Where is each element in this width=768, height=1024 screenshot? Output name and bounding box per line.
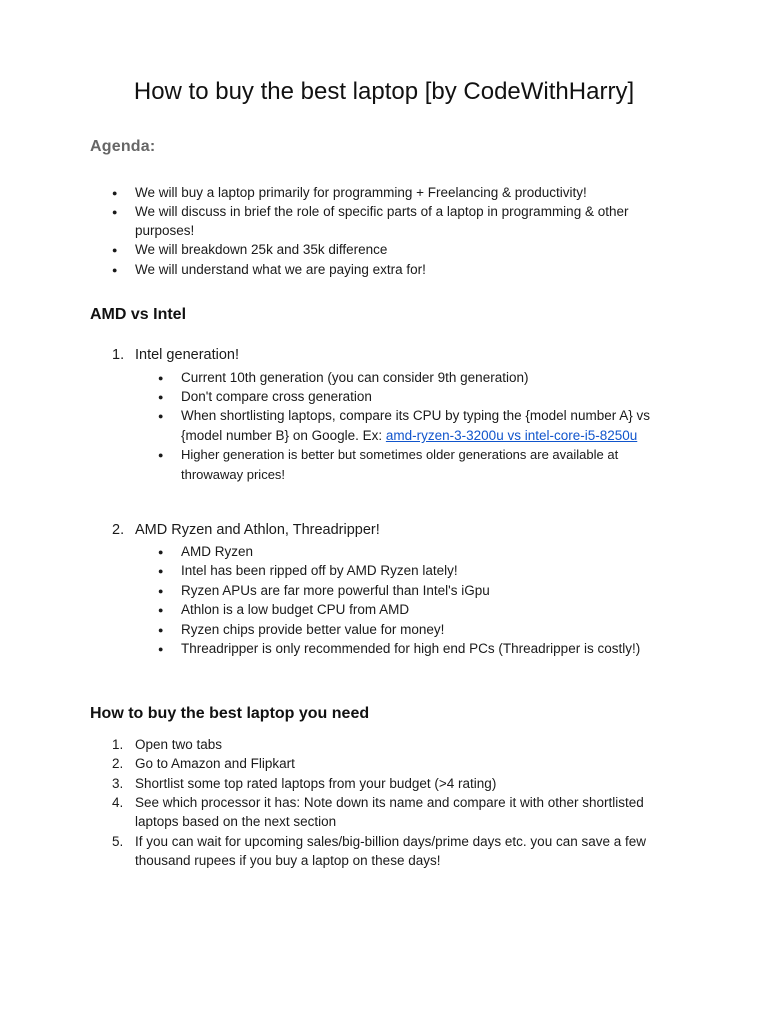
intel-item: When shortlisting laptops, compare its CPU by typing the {model number A} vs	[181, 408, 650, 423]
step-text: thousand rupees if you buy a laptop on these days!	[135, 853, 441, 868]
intel-item: Higher generation is better but sometimes older generations are available at	[181, 447, 619, 462]
bullet-icon: ●	[112, 207, 118, 217]
amd-item: Ryzen APUs are far more powerful than Intel's iGpu	[181, 583, 490, 598]
bullet-icon: ●	[112, 188, 118, 198]
bullet-icon: ●	[158, 625, 164, 635]
agenda-item: We will breakdown 25k and 35k difference	[135, 242, 388, 257]
cpu-compare-link[interactable]: amd-ryzen-3-3200u vs intel-core-i5-8250u	[385, 428, 638, 443]
bullet-icon: ●	[158, 586, 164, 596]
bullet-icon: ●	[158, 392, 164, 402]
intel-item: Don't compare cross generation	[181, 389, 372, 404]
bullet-icon: ●	[158, 566, 164, 576]
amd-item: AMD Ryzen	[181, 544, 254, 559]
amd-item: Intel has been ripped off by AMD Ryzen lately!	[181, 563, 458, 578]
step-number: 1.	[112, 737, 124, 752]
bullet-icon: ●	[158, 373, 164, 383]
bullet-icon: ●	[158, 644, 164, 654]
step-number: 2.	[112, 756, 124, 771]
section-title: AMD Ryzen and Athlon, Threadripper!	[135, 522, 380, 538]
agenda-item: We will understand what we are paying extra for!	[135, 262, 426, 277]
bullet-icon: ●	[112, 245, 118, 255]
intel-item-text: {model number B} on Google. Ex:	[181, 428, 383, 443]
step-text: Open two tabs	[135, 737, 223, 752]
step-text: Go to Amazon and Flipkart	[135, 756, 295, 771]
step-text: See which processor it has: Note down its name and compare it with other shortlisted	[135, 795, 644, 810]
intel-item: throwaway prices!	[181, 467, 286, 482]
step-number: 4.	[112, 795, 124, 810]
step-number: 3.	[112, 776, 124, 791]
amd-vs-intel-heading: AMD vs Intel	[90, 306, 187, 323]
agenda-heading: Agenda:	[90, 138, 156, 155]
step-number: 5.	[112, 834, 124, 849]
section-number: 2.	[112, 522, 125, 538]
page-title: How to buy the best laptop [by CodeWithHarry]	[133, 78, 635, 105]
how-to-buy-heading: How to buy the best laptop you need	[90, 705, 370, 722]
bullet-icon: ●	[158, 411, 164, 421]
step-text: laptops based on the next section	[135, 814, 337, 829]
agenda-item: We will discuss in brief the role of specific parts of a laptop in programming & other purposes!	[135, 204, 629, 238]
bullet-icon: ●	[158, 450, 164, 460]
step-text: Shortlist some top rated laptops from your budget (>4 rating)	[135, 776, 497, 791]
bullet-icon: ●	[158, 605, 164, 615]
intel-item: Current 10th generation (you can consider 9th generation)	[181, 370, 529, 385]
section-title: Intel generation!	[135, 347, 239, 363]
section-number: 1.	[112, 347, 125, 363]
amd-item: Ryzen chips provide better value for money!	[181, 622, 445, 637]
step-text: If you can wait for upcoming sales/big-billion days/prime days etc. you can save a few	[135, 834, 647, 849]
bullet-icon: ●	[158, 547, 164, 557]
agenda-item: We will buy a laptop primarily for programming + Freelancing & productivity!	[135, 185, 587, 200]
amd-item: Athlon is a low budget CPU from AMD	[181, 602, 410, 617]
bullet-icon: ●	[112, 265, 118, 275]
intel-item-continued	[181, 426, 671, 445]
amd-item: Threadripper is only recommended for high end PCs (Threadripper is costly!)	[181, 641, 641, 656]
